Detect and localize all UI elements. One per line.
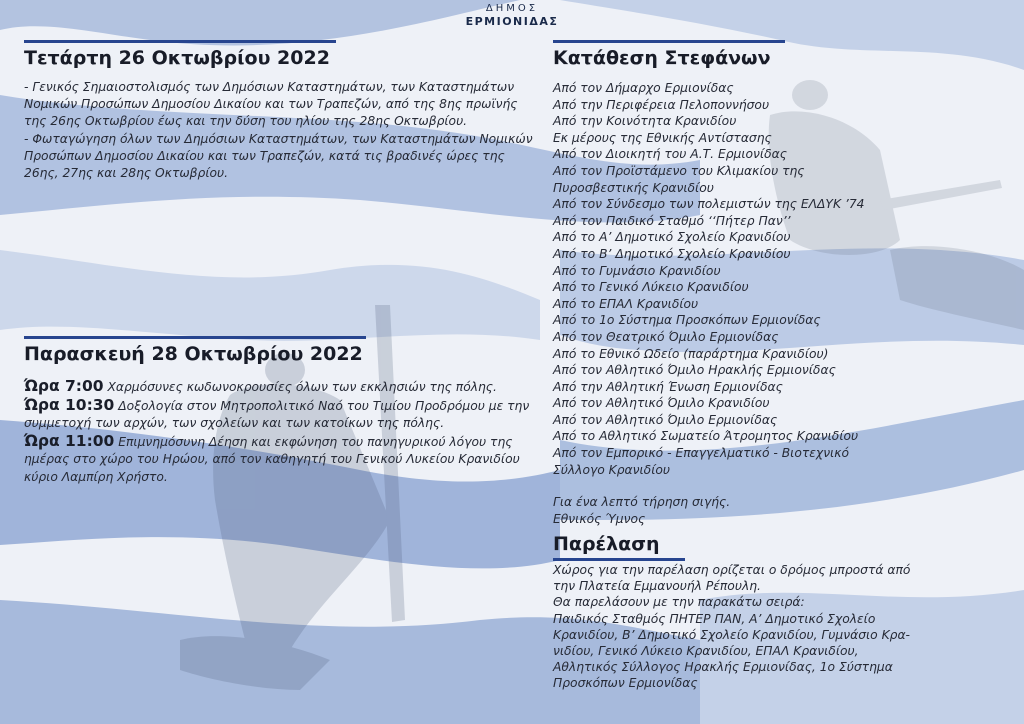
paragraph-flag-decoration: - Γενικός Σημαιοστολισμός των Δημόσιων Καταστημάτων, των Καταστημάτων Νομικών Προσώπων Δημοσίου Δικαίου και των Τραπεζών, από της 8ης πρωϊνής της 26ης Οκτωβρίου έως και την δύση του ηλίου της 28ης Οκτωβρίου. bbox=[24, 80, 518, 129]
schedule-time: Ώρα 11:00 bbox=[24, 431, 115, 450]
list-item: Από το ΕΠΑΛ Κρανιδίου bbox=[553, 296, 699, 311]
closing-list bbox=[553, 494, 1013, 527]
section-parade bbox=[553, 528, 1018, 692]
parade-line: Θα παρελάσουν με την παρακάτω σειρά: bbox=[553, 595, 805, 610]
wreath-list bbox=[553, 80, 1013, 478]
list-item: Από την Κοινότητα Κρανιδίου bbox=[553, 114, 737, 129]
list-item: Σύλλογο Κρανιδίου bbox=[553, 462, 671, 477]
list-item: Από τον Αθλητικό Όμιλο Ηρακλής Ερμιονίδας bbox=[553, 363, 836, 378]
section-friday bbox=[24, 336, 534, 487]
list-item: Πυροσβεστικής Κρανιδίου bbox=[553, 180, 714, 195]
schedule-text: Επιμνημόσυνη Δέηση και εκφώνηση του πανηγυρικού λόγου της ημέρας στο χώρο του Ηρώου, από τον καθηγητή του Γενικού Λυκείου Κρανιδίου κύριο Λαμπίρη Χρήστο. bbox=[24, 434, 520, 484]
list-item: Από το Εθνικό Ωδείο (παράρτημα Κρανιδίου) bbox=[553, 346, 829, 361]
schedule-item bbox=[24, 397, 534, 433]
list-item: Από τον Δήμαρχο Ερμιονίδας bbox=[553, 81, 734, 95]
list-item: Από το Β’ Δημοτικό Σχολείο Κρανιδίου bbox=[553, 246, 791, 261]
schedule-text: Χαρμόσυνες κωδωνοκρουσίες όλων των εκκλησιών της πόλης. bbox=[103, 380, 497, 394]
section-title: Τετάρτη 26 Οκτωβρίου 2022 bbox=[24, 47, 330, 69]
list-item: Από το Α’ Δημοτικό Σχολείο Κρανιδίου bbox=[553, 230, 791, 245]
list-item: Από την Αθλητική Ένωση Ερμιονίδας bbox=[553, 379, 783, 394]
list-item: Από τον Θεατρικό Όμιλο Ερμιονίδας bbox=[553, 329, 779, 344]
list-item: Από το Γενικό Λύκειο Κρανιδίου bbox=[553, 280, 749, 295]
list-item: Από το Γυμνάσιο Κρανιδίου bbox=[553, 263, 721, 278]
section-title: Κατάθεση Στεφάνων bbox=[553, 47, 771, 69]
parade-line: νιδίου, Γενικό Λύκειο Κρανιδίου, ΕΠΑΛ Κρανιδίου, bbox=[553, 644, 859, 659]
schedule-time: Ώρα 7:00 bbox=[24, 377, 104, 395]
parade-line: Αθλητικός Σύλλογος Ηρακλής Ερμιονίδας, 1ο Σύστημα bbox=[553, 660, 893, 675]
parade-line: Χώρος για την παρέλαση ορίζεται ο δρόμος μπροστά από bbox=[553, 563, 911, 577]
list-item: Από τον Σύνδεσμο των πολεμιστών της ΕΛΔΥΚ ’74 bbox=[553, 197, 865, 212]
schedule-item bbox=[24, 433, 534, 487]
list-item: Από τον Παιδικό Σταθμό ‘‘Πήτερ Παν’’ bbox=[553, 213, 791, 228]
parade-line: την Πλατεία Εμμανουήλ Ρέπουλη. bbox=[553, 579, 761, 594]
list-item: Από τον Αθλητικό Όμιλο Κρανιδίου bbox=[553, 396, 770, 411]
parade-line: Προσκόπων Ερμιονίδας bbox=[553, 676, 698, 691]
parade-text bbox=[553, 562, 1018, 692]
parade-line: Κρανιδίου, Β’ Δημοτικό Σχολείο Κρανιδίου, Γυμνάσιο Κρα- bbox=[553, 627, 910, 642]
schedule-text: Δοξολογία στον Μητροπολιτικό Ναό του Τιμίου Προδρόμου με την συμμετοχή των αρχών, των σχολείων και των κατοίκων της πόλης. bbox=[24, 398, 530, 431]
schedule-item bbox=[24, 378, 534, 397]
schedule-time: Ώρα 10:30 bbox=[24, 395, 115, 414]
heading-underline-bar bbox=[553, 558, 685, 561]
list-item: Από τον Προϊστάμενο του Κλιμακίου της bbox=[553, 163, 805, 178]
list-item: Από τον Εμπορικό - Επαγγελματικό - Βιοτεχνικό bbox=[553, 446, 849, 461]
list-item: Από το Αθλητικό Σωματείο Άτρομητος Κρανιδίου bbox=[553, 429, 859, 444]
section-wednesday bbox=[24, 40, 534, 182]
header-line-name: ΕΡΜΙΟΝΙΔΑΣ bbox=[465, 15, 559, 28]
list-item: Από τον Διοικητή του Α.Τ. Ερμιονίδας bbox=[553, 147, 787, 162]
list-item: Εκ μέρους της Εθνικής Αντίστασης bbox=[553, 130, 772, 145]
paragraph-illumination: - Φωταγώγηση όλων των Δημόσιων Καταστημάτων, των Καταστημάτων Νομικών Προσώπων Δημοσίου Δικαίου και των Τραπεζών, κατά τις βραδινές ώρες της 26ης, 27ης και 28ης Οκτωβρίου. bbox=[24, 131, 533, 181]
section-title: Παρέλαση bbox=[553, 533, 660, 555]
closing-line: Εθνικός Ύμνος bbox=[553, 511, 646, 526]
municipality-header bbox=[0, 2, 1024, 28]
parade-line: Παιδικός Σταθμός ΠΗΤΕΡ ΠΑΝ, Α’ Δημοτικό Σχολείο bbox=[553, 611, 876, 626]
closing-line: Για ένα λεπτό τήρηση σιγής. bbox=[553, 495, 731, 510]
list-item: Από το 1ο Σύστημα Προσκόπων Ερμιονίδας bbox=[553, 313, 821, 328]
list-item: Από την Περιφέρεια Πελοποννήσου bbox=[553, 97, 770, 112]
section-title: Παρασκευή 28 Οκτωβρίου 2022 bbox=[24, 343, 363, 365]
section-wreaths bbox=[553, 40, 1013, 527]
list-item: Από τον Αθλητικό Όμιλο Ερμιονίδας bbox=[553, 412, 778, 427]
header-line-municipality: ΔΗΜΟΣ bbox=[485, 3, 539, 14]
